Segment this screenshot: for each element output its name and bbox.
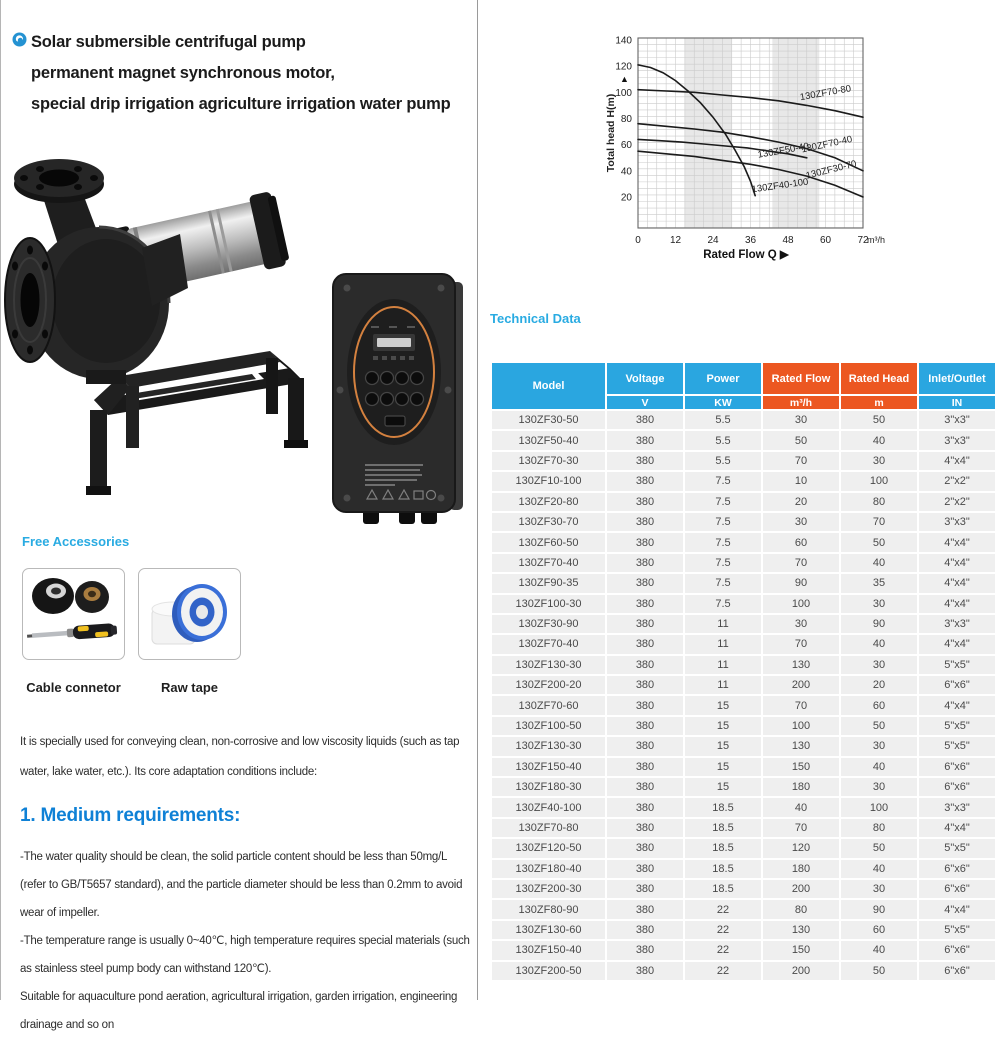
table-cell: 200 — [763, 962, 839, 980]
column-unit: KW — [685, 396, 761, 409]
x-axis-label: Rated Flow Q ▶ — [703, 249, 789, 261]
table-cell: 10 — [763, 472, 839, 490]
table-cell: 22 — [685, 962, 761, 980]
table-row — [492, 656, 995, 674]
table-cell: 130ZF70-60 — [492, 696, 605, 714]
y-tick: 140 — [615, 35, 632, 47]
table-cell: 3"x3" — [919, 431, 995, 449]
accessory-cable-connector-image — [22, 568, 125, 660]
table-cell: 130ZF70-30 — [492, 452, 605, 470]
table-row — [492, 778, 995, 796]
table-cell: 130ZF100-30 — [492, 595, 605, 613]
table-cell: 380 — [607, 513, 683, 531]
table-cell: 6"x6" — [919, 758, 995, 776]
table-cell: 180 — [763, 778, 839, 796]
table-row — [492, 737, 995, 755]
table-row — [492, 941, 995, 959]
table-cell: 20 — [841, 676, 917, 694]
table-cell: 130ZF70-80 — [492, 819, 605, 837]
table-cell: 15 — [685, 758, 761, 776]
table-cell: 30 — [841, 656, 917, 674]
table-row — [492, 554, 995, 572]
table-cell: 380 — [607, 656, 683, 674]
x-tick: 0 — [635, 235, 641, 246]
table-cell: 380 — [607, 533, 683, 551]
curve-label-130ZF40-100: 130ZF40-100 — [750, 176, 810, 196]
y-tick: 20 — [620, 192, 632, 204]
title-line-1: Solar submersible centrifugal pump — [31, 33, 306, 51]
table-cell: 130ZF180-30 — [492, 778, 605, 796]
table-row — [492, 880, 995, 898]
table-row — [492, 472, 995, 490]
table-cell: 4"x4" — [919, 819, 995, 837]
table-cell: 7.5 — [685, 574, 761, 592]
table-cell: 4"x4" — [919, 574, 995, 592]
table-cell: 18.5 — [685, 819, 761, 837]
table-cell: 130ZF130-60 — [492, 921, 605, 939]
table-cell: 3"x3" — [919, 615, 995, 633]
table-cell: 20 — [763, 493, 839, 511]
table-cell: 5"x5" — [919, 839, 995, 857]
table-row — [492, 615, 995, 633]
table-cell: 130ZF70-40 — [492, 635, 605, 653]
table-cell: 50 — [841, 962, 917, 980]
table-cell: 5.5 — [685, 452, 761, 470]
table-cell: 5"x5" — [919, 737, 995, 755]
table-cell: 380 — [607, 758, 683, 776]
table-cell: 380 — [607, 493, 683, 511]
table-cell: 130ZF90-35 — [492, 574, 605, 592]
table-cell: 60 — [763, 533, 839, 551]
table-cell: 4"x4" — [919, 696, 995, 714]
table-cell: 80 — [763, 900, 839, 918]
table-row — [492, 921, 995, 939]
table-cell: 100 — [841, 798, 917, 816]
x-tick: 12 — [669, 235, 682, 246]
table-cell: 30 — [841, 737, 917, 755]
table-cell: 40 — [763, 798, 839, 816]
table-cell: 130 — [763, 737, 839, 755]
table-cell: 380 — [607, 880, 683, 898]
table-cell: 90 — [763, 574, 839, 592]
table-row — [492, 513, 995, 531]
table-cell: 130ZF120-50 — [492, 839, 605, 857]
table-cell: 4"x4" — [919, 595, 995, 613]
chart-band — [772, 38, 819, 228]
table-cell: 380 — [607, 472, 683, 490]
y-tick: 120 — [615, 61, 632, 73]
table-cell: 380 — [607, 778, 683, 796]
table-cell: 150 — [763, 941, 839, 959]
table-cell: 380 — [607, 860, 683, 878]
table-cell: 11 — [685, 656, 761, 674]
table-cell: 6"x6" — [919, 778, 995, 796]
table-cell: 6"x6" — [919, 941, 995, 959]
table-row — [492, 431, 995, 449]
table-row — [492, 798, 995, 816]
controller-product-image — [325, 268, 473, 528]
table-cell: 130ZF150-40 — [492, 758, 605, 776]
table-cell: 35 — [841, 574, 917, 592]
pump-suction-flange — [5, 238, 55, 362]
y-axis-label: Total head H(m) — [605, 93, 617, 173]
table-cell: 380 — [607, 839, 683, 857]
table-cell: 2"x2" — [919, 493, 995, 511]
table-row — [492, 819, 995, 837]
table-row — [492, 452, 995, 470]
table-cell: 80 — [841, 493, 917, 511]
table-cell: 380 — [607, 411, 683, 429]
table-cell: 6"x6" — [919, 880, 995, 898]
table-cell: 180 — [763, 860, 839, 878]
table-cell: 30 — [763, 615, 839, 633]
table-cell: 7.5 — [685, 533, 761, 551]
table-row — [492, 574, 995, 592]
table-cell: 130ZF20-80 — [492, 493, 605, 511]
table-cell: 380 — [607, 615, 683, 633]
table-cell: 130ZF30-50 — [492, 411, 605, 429]
table-cell: 380 — [607, 717, 683, 735]
table-cell: 7.5 — [685, 513, 761, 531]
table-cell: 130ZF180-40 — [492, 860, 605, 878]
table-cell: 130ZF40-100 — [492, 798, 605, 816]
table-cell: 60 — [841, 921, 917, 939]
table-cell: 3"x3" — [919, 798, 995, 816]
table-cell: 50 — [841, 533, 917, 551]
table-cell: 18.5 — [685, 860, 761, 878]
performance-chart — [475, 0, 1000, 272]
table-cell: 130ZF10-100 — [492, 472, 605, 490]
requirement-temperature: -The temperature range is usually 0~40℃, high temperature requires special materials (such as stainless steel pump body can withstand 120℃). — [20, 935, 470, 975]
table-cell: 18.5 — [685, 798, 761, 816]
table-row — [492, 696, 995, 714]
suitable-applications: Suitable for aquaculture pond aeration, agricultural irrigation, garden irrigation, engineering drainage and so on — [20, 991, 458, 1031]
title-line-2: permanent magnet synchronous motor, — [31, 64, 335, 82]
x-unit-label: m³/h — [867, 235, 885, 245]
table-cell: 70 — [763, 635, 839, 653]
table-cell: 50 — [763, 431, 839, 449]
table-row — [492, 758, 995, 776]
table-cell: 130ZF80-90 — [492, 900, 605, 918]
y-tick: 40 — [620, 166, 632, 178]
table-row — [492, 493, 995, 511]
table-row — [492, 717, 995, 735]
table-cell: 120 — [763, 839, 839, 857]
table-cell: 130ZF30-70 — [492, 513, 605, 531]
table-cell: 40 — [841, 758, 917, 776]
table-cell: 130 — [763, 921, 839, 939]
x-tick: 24 — [707, 235, 719, 246]
table-cell: 380 — [607, 900, 683, 918]
table-cell: 5.5 — [685, 431, 761, 449]
table-cell: 380 — [607, 452, 683, 470]
table-cell: 130ZF60-50 — [492, 533, 605, 551]
column-unit: m — [841, 396, 917, 409]
product-title-block — [12, 27, 472, 120]
table-row — [492, 860, 995, 878]
x-tick: 72 — [857, 235, 869, 246]
table-cell: 70 — [841, 513, 917, 531]
curve-label-130ZF30-70: 130ZF30-70 — [804, 158, 858, 182]
table-body — [492, 411, 995, 980]
y-tick: 100 — [615, 87, 632, 99]
table-cell: 130ZF30-90 — [492, 615, 605, 633]
table-cell: 70 — [763, 452, 839, 470]
column-header-rated-head: Rated Head — [841, 363, 917, 394]
requirement-water-quality: -The water quality should be clean, the solid particle content should be less than 50mg/L (refer to GB/T5657 standard), and the particle diameter should be less than 0.2mm to avoid wear of impeller. — [20, 851, 463, 919]
table-cell: 4"x4" — [919, 900, 995, 918]
controller-panel — [347, 299, 441, 445]
intro-paragraph: It is specially used for conveying clean, non-corrosive and low viscosity liquids (such as tap water, lake water, etc.). Its core adaptation conditions include: — [20, 736, 460, 778]
table-row — [492, 533, 995, 551]
table-cell: 70 — [763, 819, 839, 837]
table-cell: 11 — [685, 615, 761, 633]
requirements-text — [20, 843, 475, 1031]
accessory-raw-tape-image — [138, 568, 241, 660]
y-axis-arrow: ▲ — [620, 74, 629, 84]
table-cell: 100 — [763, 595, 839, 613]
table-cell: 15 — [685, 717, 761, 735]
technical-data-table — [490, 361, 997, 982]
table-cell: 380 — [607, 962, 683, 980]
curve-label-130ZF70-40: 130ZF70-40 — [800, 133, 854, 156]
table-cell: 130ZF200-30 — [492, 880, 605, 898]
table-cell: 5"x5" — [919, 921, 995, 939]
table-cell: 22 — [685, 941, 761, 959]
table-cell: 5"x5" — [919, 717, 995, 735]
column-header-inlet-outlet: Inlet/Outlet — [919, 363, 995, 394]
table-cell: 7.5 — [685, 472, 761, 490]
x-tick: 48 — [782, 235, 794, 246]
column-header-power: Power — [685, 363, 761, 394]
table-cell: 130ZF70-40 — [492, 554, 605, 572]
table-cell: 6"x6" — [919, 962, 995, 980]
y-tick: 80 — [620, 114, 632, 125]
curve-label-130ZF50-40: 130ZF50-40 — [756, 140, 810, 161]
table-row — [492, 676, 995, 694]
table-cell: 15 — [685, 778, 761, 796]
accessory-label-raw-tape: Raw tape — [160, 680, 219, 695]
table-cell: 30 — [841, 595, 917, 613]
table-row — [492, 635, 995, 653]
table-cell: 22 — [685, 900, 761, 918]
bullet-icon — [12, 32, 28, 120]
table-cell: 50 — [841, 411, 917, 429]
table-cell: 6"x6" — [919, 860, 995, 878]
table-cell: 7.5 — [685, 554, 761, 572]
table-cell: 130ZF100-50 — [492, 717, 605, 735]
column-unit: IN — [919, 396, 995, 409]
table-cell: 130 — [763, 656, 839, 674]
table-cell: 22 — [685, 921, 761, 939]
y-tick: 60 — [620, 140, 632, 152]
table-cell: 2"x2" — [919, 472, 995, 490]
table-cell: 5.5 — [685, 411, 761, 429]
table-cell: 40 — [841, 860, 917, 878]
table-cell: 18.5 — [685, 880, 761, 898]
table-cell: 30 — [763, 411, 839, 429]
free-accessories-heading: Free Accessories — [22, 534, 130, 549]
table-cell: 3"x3" — [919, 411, 995, 429]
table-cell: 4"x4" — [919, 635, 995, 653]
table-cell: 90 — [841, 900, 917, 918]
table-cell: 90 — [841, 615, 917, 633]
title-line-3: special drip irrigation agriculture irrigation water pump — [31, 95, 451, 113]
table-row — [492, 595, 995, 613]
table-cell: 18.5 — [685, 839, 761, 857]
table-cell: 380 — [607, 431, 683, 449]
x-tick: 60 — [819, 235, 832, 246]
table-cell: 50 — [841, 839, 917, 857]
table-row — [492, 900, 995, 918]
table-cell: 380 — [607, 676, 683, 694]
table-cell: 70 — [763, 696, 839, 714]
table-cell: 130ZF200-20 — [492, 676, 605, 694]
table-row — [492, 962, 995, 980]
x-tick: 36 — [744, 235, 757, 246]
table-cell: 380 — [607, 737, 683, 755]
table-cell: 15 — [685, 737, 761, 755]
table-cell: 70 — [763, 554, 839, 572]
table-cell: 4"x4" — [919, 554, 995, 572]
table-cell: 15 — [685, 696, 761, 714]
table-cell: 380 — [607, 574, 683, 592]
table-cell: 30 — [841, 778, 917, 796]
table-cell: 130ZF50-40 — [492, 431, 605, 449]
table-cell: 100 — [841, 472, 917, 490]
table-cell: 100 — [763, 717, 839, 735]
table-row — [492, 839, 995, 857]
table-cell: 130ZF200-50 — [492, 962, 605, 980]
table-cell: 50 — [841, 717, 917, 735]
column-header-model: Model — [492, 363, 605, 409]
table-cell: 130ZF150-40 — [492, 941, 605, 959]
pump-product-image — [2, 138, 332, 533]
table-cell: 200 — [763, 880, 839, 898]
table-cell: 30 — [763, 513, 839, 531]
table-cell: 380 — [607, 696, 683, 714]
table-cell: 380 — [607, 941, 683, 959]
table-cell: 380 — [607, 798, 683, 816]
column-header-voltage: Voltage — [607, 363, 683, 394]
table-header — [492, 363, 995, 409]
table-cell: 4"x4" — [919, 452, 995, 470]
table-cell: 4"x4" — [919, 533, 995, 551]
page-left-edge — [0, 0, 1, 1000]
table-cell: 7.5 — [685, 493, 761, 511]
table-cell: 3"x3" — [919, 513, 995, 531]
table-cell: 200 — [763, 676, 839, 694]
table-cell: 380 — [607, 595, 683, 613]
table-cell: 130ZF130-30 — [492, 737, 605, 755]
accessory-label-cable-connector: Cable connetor — [26, 680, 121, 695]
table-cell: 40 — [841, 554, 917, 572]
table-cell: 5"x5" — [919, 656, 995, 674]
table-cell: 40 — [841, 431, 917, 449]
table-cell: 380 — [607, 819, 683, 837]
table-cell: 380 — [607, 554, 683, 572]
table-cell: 11 — [685, 635, 761, 653]
table-cell: 150 — [763, 758, 839, 776]
table-cell: 80 — [841, 819, 917, 837]
medium-requirements-heading: 1. Medium requirements: — [20, 805, 241, 826]
table-cell: 30 — [841, 880, 917, 898]
column-unit: m³/h — [763, 396, 839, 409]
table-cell: 40 — [841, 941, 917, 959]
table-cell: 7.5 — [685, 595, 761, 613]
table-cell: 60 — [841, 696, 917, 714]
technical-data-heading: Technical Data — [490, 311, 581, 326]
column-unit: V — [607, 396, 683, 409]
table-cell: 30 — [841, 452, 917, 470]
table-row — [492, 411, 995, 429]
table-cell: 11 — [685, 676, 761, 694]
curve-label-130ZF70-80: 130ZF70-80 — [799, 83, 853, 104]
table-cell: 380 — [607, 635, 683, 653]
table-cell: 130ZF130-30 — [492, 656, 605, 674]
table-cell: 40 — [841, 635, 917, 653]
table-cell: 6"x6" — [919, 676, 995, 694]
table-cell: 380 — [607, 921, 683, 939]
column-header-rated-flow: Rated Flow — [763, 363, 839, 394]
